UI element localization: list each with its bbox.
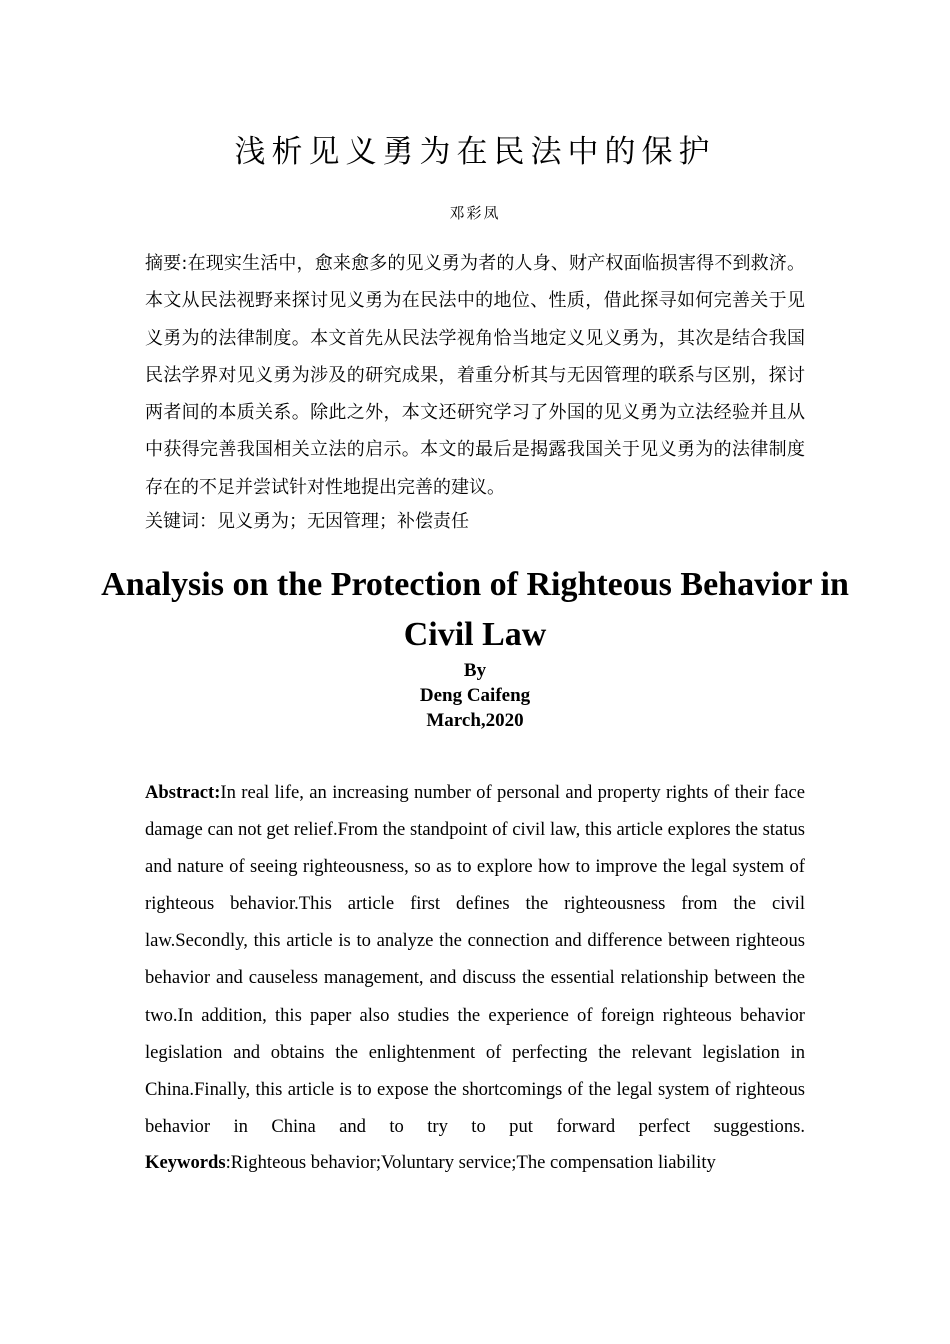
english-by-line: By (463, 660, 487, 681)
chinese-abstract (145, 245, 805, 506)
chinese-abstract-text: 在现实生活中，愈来愈多的见义勇为者的人身、财产权面临损害得不到救济。本文从民法视野来探讨见义勇为在民法中的地位、性质，借此探寻如何完善关于见义勇为的法律制度。本文首先从民法学视角恰当地定义见义勇为，其次是结合我国民法学界对见义勇为涉及的研究成果，着重分析其与无因管理的联系与区别，探讨两者间的本质关系。除此之外，本文还研究学习了外国的见义勇为立法经验并且从中获得完善我国相关立法的启示。本文的最后是揭露我国关于见义勇为的法律制度存在的不足并尝试针对性地提出完善的建议。 (145, 253, 805, 498)
chinese-author: 邓彩凤 (449, 204, 501, 222)
english-keywords-label: Keywords (145, 1152, 226, 1173)
english-date: March,2020 (426, 710, 524, 731)
english-abstract (145, 774, 805, 1145)
english-author: Deng Caifeng (419, 685, 531, 706)
chinese-abstract-label: 摘要: (145, 253, 188, 274)
chinese-title: 浅析见义勇为在民法中的保护 (234, 134, 716, 170)
chinese-keywords (145, 506, 805, 538)
chinese-keywords-text: 见义勇为；无因管理；补偿责任 (217, 511, 469, 532)
english-keywords-text: :Righteous behavior;Voluntary service;The compensation liability (225, 1152, 716, 1173)
english-abstract-text: In real life, an increasing number of personal and property rights of their face damage can not get relief.From the standpoint of civil law, this article explores the status and nature of seeing righteousness, so as to explore how to improve the legal system of righteous behavior.This article first defines the righteousness from the civil law.Secondly, this article is to analyze the connection and difference between righteous behavior and causeless management, and discuss the essential relationship between the two.In addition, this paper also studies the experience of foreign righteous behavior legislation and obtains the enlightenment of perfecting the relevant legislation in China.Finally, this article is to expose the shortcomings of the legal system of righteous behavior in China and to try to put forward perfect suggestions. (145, 782, 805, 1137)
english-abstract-label: Abstract: (145, 782, 221, 803)
chinese-keywords-label: 关键词： (145, 511, 217, 532)
english-title: Analysis on the Protection of Righteous Behavior in Civil Law (101, 566, 849, 653)
english-keywords (145, 1148, 805, 1178)
